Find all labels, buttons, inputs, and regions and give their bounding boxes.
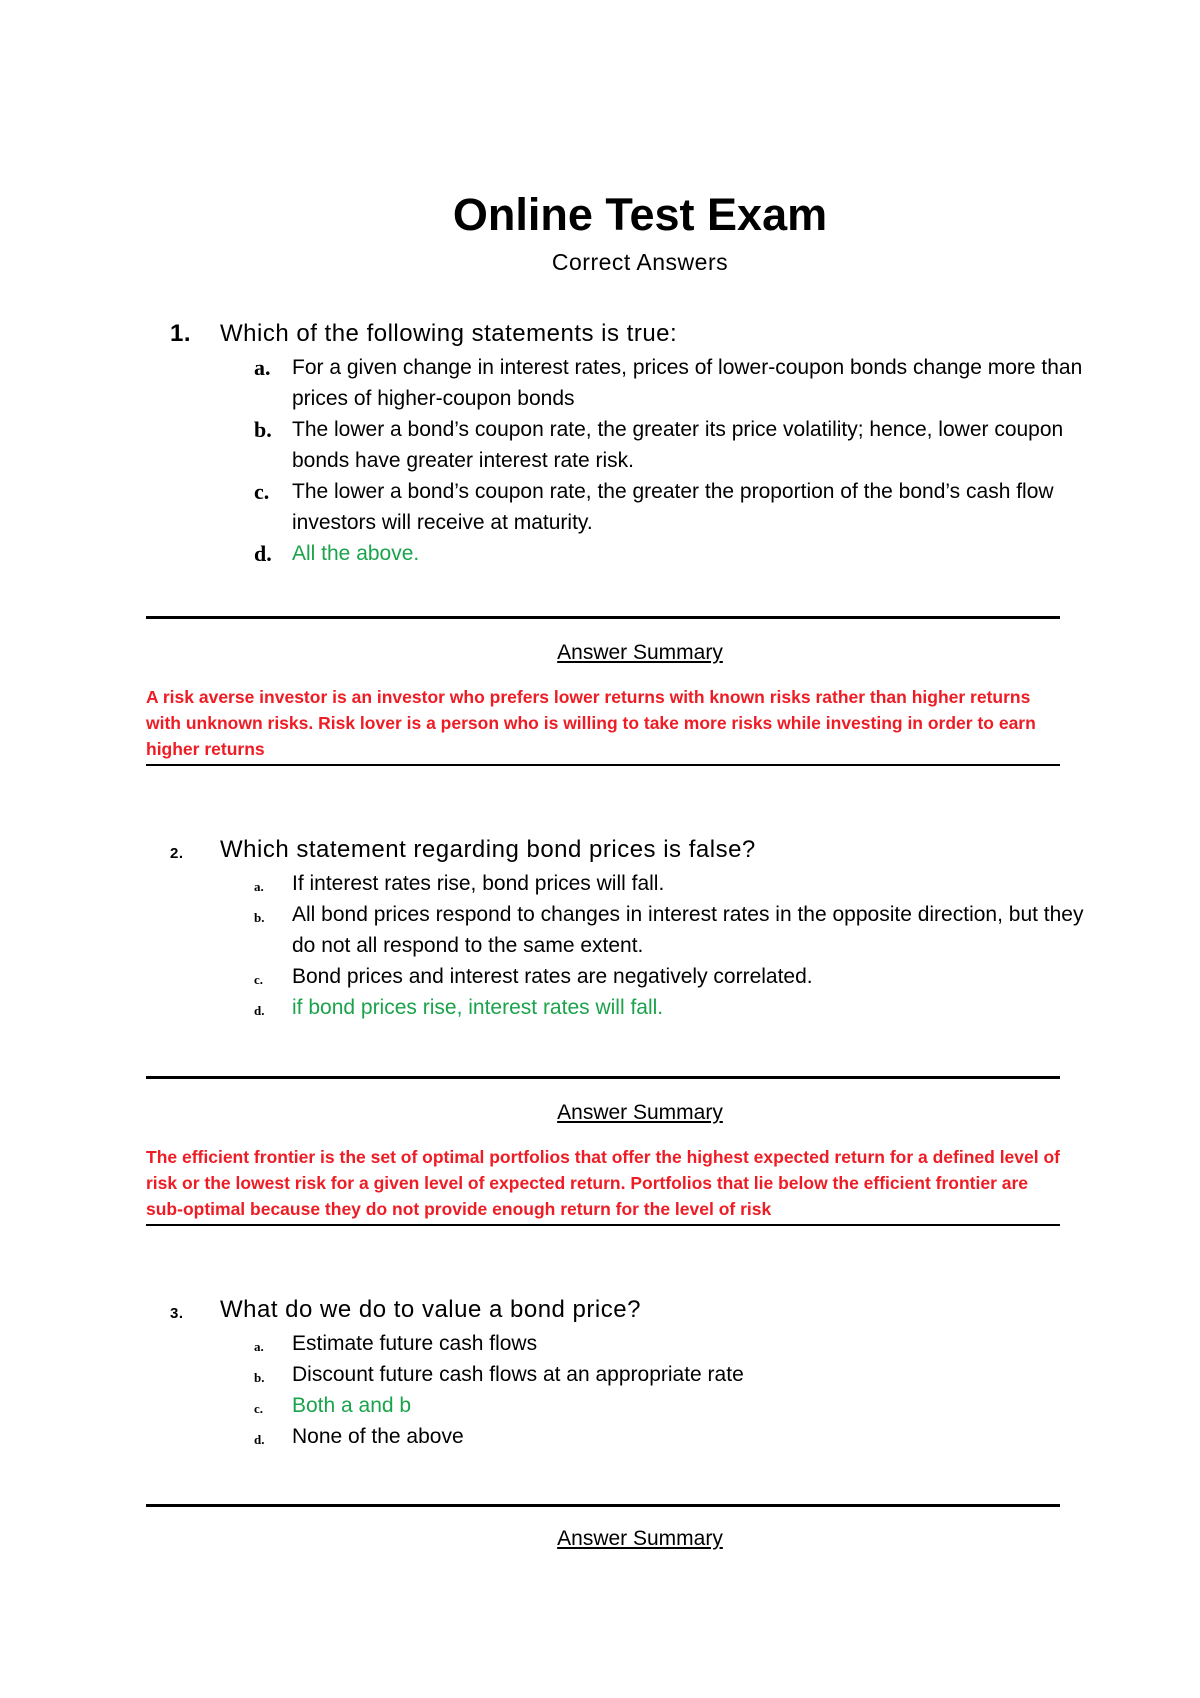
option-letter: a. [254, 355, 271, 380]
question-number: 3. [170, 1305, 184, 1322]
option-letter: a. [254, 879, 264, 894]
divider [146, 764, 1060, 766]
option-c [170, 961, 1100, 992]
question-1 [170, 318, 1100, 569]
question-1-heading [170, 318, 1100, 350]
option-b [170, 899, 1100, 961]
option-a [170, 1328, 1100, 1359]
option-text: The lower a bond’s coupon rate, the greater the proportion of the bond’s cash flow investors will receive at maturity. [292, 480, 1054, 534]
question-3-heading [170, 1294, 1100, 1326]
option-letter: d. [254, 1003, 265, 1018]
option-list [170, 868, 1100, 1023]
correct-answer: Both a and b [292, 1394, 412, 1417]
option-letter: d. [254, 1432, 265, 1447]
option-text: Estimate future cash flows [292, 1332, 538, 1355]
question-number: 2. [170, 845, 184, 862]
question-3 [170, 1294, 1100, 1452]
option-d [170, 992, 1100, 1023]
question-2 [170, 834, 1100, 1023]
correct-answer: if bond prices rise, interest rates will fall. [292, 996, 664, 1019]
option-list [170, 1328, 1100, 1452]
option-letter: c. [254, 972, 264, 987]
question-text: Which statement regarding bond prices is false? [220, 836, 756, 863]
option-letter: d. [254, 541, 272, 566]
divider [146, 1076, 1060, 1079]
answer-summary-text: The efficient frontier is the set of optimal portfolios that offer the highest expected return for a defined level of risk or the lowest risk for a given level of expected return. Portfolios that lie below the efficient frontier are sub-optimal because they do not provide enough return for the level of risk [146, 1147, 1060, 1219]
option-list [170, 352, 1100, 569]
option-d [170, 538, 1100, 569]
answer-summary-title: Answer Summary [557, 1527, 723, 1550]
option-letter: b. [254, 417, 272, 442]
option-letter: a. [254, 1339, 264, 1354]
answer-summary-title: Answer Summary [557, 1101, 723, 1124]
option-letter: c. [254, 1401, 264, 1416]
option-letter: c. [254, 479, 270, 504]
option-a [170, 868, 1100, 899]
option-letter: b. [254, 1370, 265, 1385]
divider [146, 1504, 1060, 1507]
answer-summary-title: Answer Summary [557, 641, 723, 664]
option-text: For a given change in interest rates, prices of lower-coupon bonds change more than prices of higher-coupon bonds [292, 356, 1083, 410]
option-b [170, 1359, 1100, 1390]
option-d [170, 1421, 1100, 1452]
option-text: Bond prices and interest rates are negatively correlated. [292, 965, 813, 988]
question-text: What do we do to value a bond price? [220, 1296, 641, 1323]
option-c [170, 476, 1100, 538]
answer-summary-text: A risk averse investor is an investor who prefers lower returns with known risks rather than higher returns with unknown risks. Risk lover is a person who is willing to take more risks while investing in order to earn higher returns [146, 687, 1036, 759]
option-text: All bond prices respond to changes in interest rates in the opposite direction, but they do not all respond to the same extent. [292, 903, 1084, 957]
option-c [170, 1390, 1100, 1421]
page-subtitle: Correct Answers [551, 249, 729, 275]
correct-answer: All the above. [292, 542, 420, 565]
option-text: If interest rates rise, bond prices will fall. [292, 872, 665, 895]
option-text: Discount future cash flows at an appropriate rate [292, 1363, 744, 1386]
option-text: None of the above [292, 1425, 464, 1448]
question-2-heading [170, 834, 1100, 866]
option-text: The lower a bond’s coupon rate, the greater its price volatility; hence, lower coupon bonds have greater interest rate risk. [292, 418, 1064, 472]
page-title: Online Test Exam [452, 189, 828, 240]
question-number: 1. [170, 320, 192, 347]
divider [146, 1224, 1060, 1226]
option-a [170, 352, 1100, 414]
option-letter: b. [254, 910, 265, 925]
divider [146, 616, 1060, 619]
question-text: Which of the following statements is true: [220, 320, 678, 347]
option-b [170, 414, 1100, 476]
